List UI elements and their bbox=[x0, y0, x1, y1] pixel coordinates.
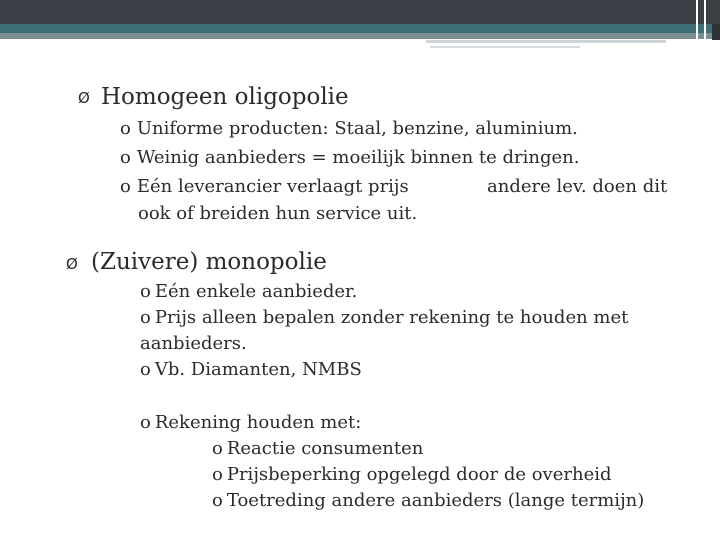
header-accent-line-short bbox=[430, 46, 580, 48]
bullet-icon: o bbox=[212, 438, 223, 459]
header-band-teal bbox=[0, 24, 720, 33]
bullet-icon: o bbox=[120, 176, 131, 197]
sub-list-item-text: Reactie consumenten bbox=[226, 438, 424, 459]
bullet-icon: o bbox=[120, 147, 131, 168]
list-item-text-after: andere lev. doen dit bbox=[487, 176, 668, 197]
list-item bbox=[120, 147, 579, 168]
arrow-bullet-icon: Ø bbox=[78, 89, 90, 107]
list-item-text: Rekening houden met: bbox=[154, 412, 362, 433]
header-divider bbox=[696, 0, 698, 40]
bullet-icon: o bbox=[212, 490, 223, 511]
sub-list-item-text: Prijsbeperking opgelegd door de overheid bbox=[226, 464, 612, 485]
section-heading-oligopolie: Homogeen oligopolie bbox=[101, 84, 349, 110]
header-band-slate bbox=[0, 33, 720, 39]
section-heading-monopolie: (Zuivere) monopolie bbox=[91, 249, 327, 275]
bullet-icon: o bbox=[212, 464, 223, 485]
list-item bbox=[140, 359, 362, 380]
list-item bbox=[140, 281, 357, 302]
header-divider bbox=[704, 0, 706, 40]
sub-list-item-text: Toetreding andere aanbieders (lange termijn) bbox=[226, 490, 645, 511]
header-accent-line bbox=[426, 40, 666, 43]
bullet-icon: o bbox=[140, 307, 151, 328]
list-item-text: Prijs alleen bepalen zonder rekening te houden met bbox=[154, 307, 629, 328]
list-item-text: Eén enkele aanbieder. bbox=[154, 281, 358, 302]
bullet-icon: o bbox=[140, 281, 151, 302]
list-item-text: Eén leverancier verlaagt prijs bbox=[136, 176, 409, 197]
bullet-icon: o bbox=[120, 118, 131, 139]
list-item bbox=[140, 307, 628, 328]
list-item bbox=[120, 118, 578, 139]
sub-list-item bbox=[212, 490, 644, 511]
sub-list-item bbox=[212, 464, 612, 485]
bullet-icon: o bbox=[140, 359, 151, 380]
list-item-text: Uniforme producten: Staal, benzine, aluminium. bbox=[136, 118, 578, 139]
list-item-continuation: ook of breiden hun service uit. bbox=[138, 203, 418, 224]
list-item bbox=[120, 176, 409, 197]
list-item-text: Weinig aanbieders = moeilijk binnen te dringen. bbox=[136, 147, 580, 168]
list-item-text: Vb. Diamanten, NMBS bbox=[154, 359, 362, 380]
bullet-icon: o bbox=[140, 412, 151, 433]
header-corner-block bbox=[712, 24, 720, 40]
list-item bbox=[140, 412, 361, 433]
arrow-bullet-icon: Ø bbox=[66, 255, 78, 273]
sub-list-item bbox=[212, 438, 423, 459]
list-item-continuation: aanbieders. bbox=[140, 333, 247, 354]
header-band-dark bbox=[0, 0, 720, 24]
